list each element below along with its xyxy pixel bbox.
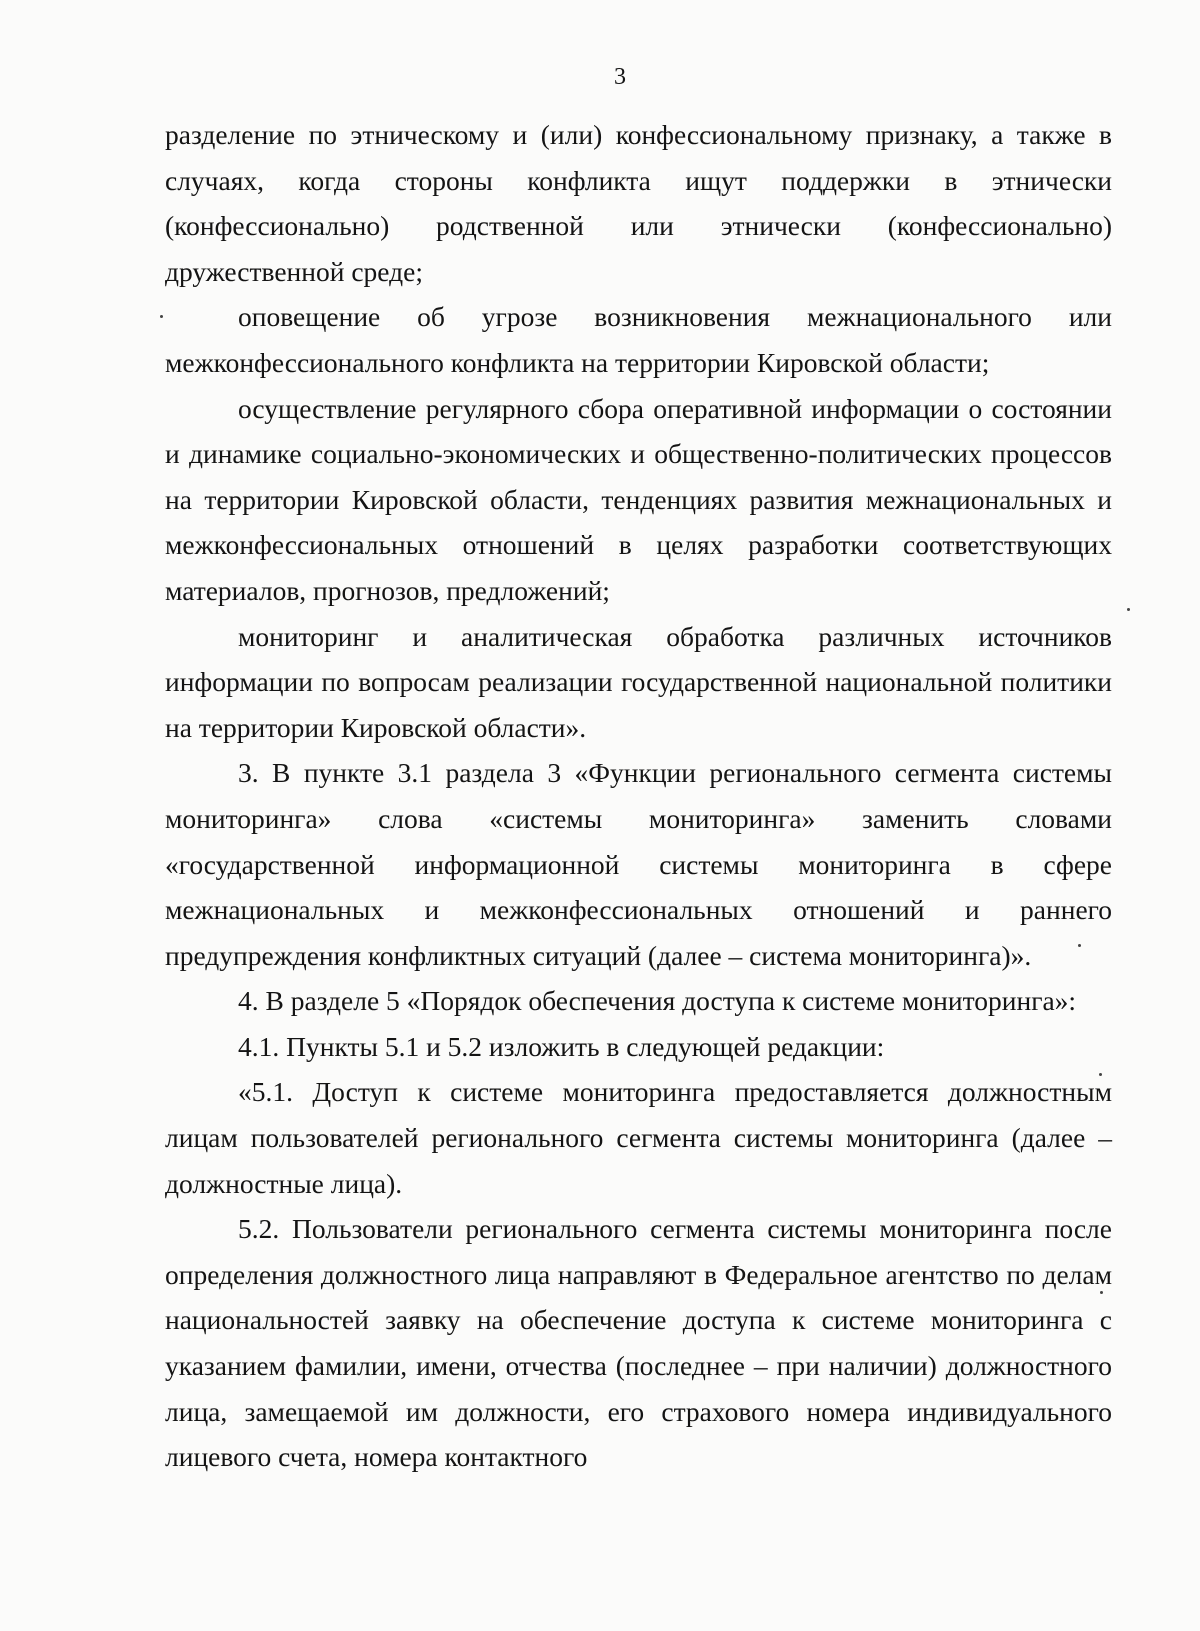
document-body	[165, 112, 1112, 1480]
page-number: 3	[614, 64, 626, 90]
paragraph-9: 5.2. Пользователи регионального сегмента системы мониторинга после определения должностного лица направляют в Федеральное агентство по делам национальностей заявку на обеспечение доступа к системе мониторинга с указанием фамилии, имени, отчества (последнее – при наличии) должностного лица, замещаемой им должности, его страхового номера индивидуального лицевого счета, номера контактного	[165, 1213, 1112, 1473]
scan-speck	[1078, 944, 1081, 947]
paragraph-5: 3. В пункте 3.1 раздела 3 «Функции регионального сегмента системы мониторинга» слова «системы мониторинга» заменить словами «государственной информационной системы мониторинга в сфере межнациональных и межконфессиональных отношений и раннего предупреждения конфликтных ситуаций (далее – система мониторинга)».	[165, 757, 1112, 971]
paragraph-8: «5.1. Доступ к системе мониторинга предоставляется должностным лицам пользователей регионального сегмента системы мониторинга (далее – должностные лица).	[165, 1076, 1112, 1199]
scan-speck	[1127, 608, 1130, 611]
scan-speck	[160, 315, 163, 318]
paragraph-3: осуществление регулярного сбора оперативной информации о состоянии и динамике социально-экономических и общественно-политических процессов на территории Кировской области, тенденциях развития межнациональных и межконфессиональных отношений в целях разработки соответствующих материалов, прогнозов, предложений;	[165, 392, 1112, 606]
scan-speck	[1100, 1291, 1103, 1294]
paragraph-7: 4.1. Пункты 5.1 и 5.2 изложить в следующей редакции:	[238, 1030, 885, 1062]
paragraph-2: оповещение об угрозе возникновения межнационального или межконфессионального конфликта на территории Кировской области;	[165, 301, 1112, 378]
paragraph-1: разделение по этническому и (или) конфессиональному признаку, а также в случаях, когда стороны конфликта ищут поддержки в этнически (конфессионально) родственной или этнически (конфессионально) дружественной среде;	[165, 119, 1112, 287]
scan-speck	[1099, 1073, 1102, 1076]
paragraph-4: мониторинг и аналитическая обработка различных источников информации по вопросам реализации государственной национальной политики на территории Кировской области».	[165, 620, 1112, 743]
paragraph-6: 4. В разделе 5 «Порядок обеспечения доступа к системе мониторинга»:	[238, 985, 1077, 1017]
